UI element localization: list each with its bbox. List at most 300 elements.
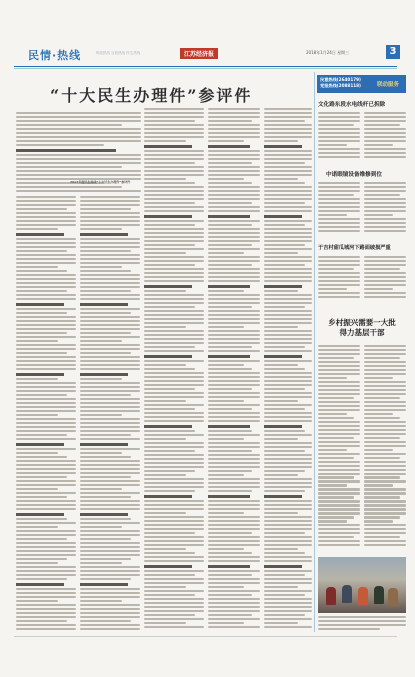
hotline-numbers xyxy=(320,77,361,89)
text-line xyxy=(80,414,122,416)
text-line xyxy=(264,318,312,320)
text-line xyxy=(80,488,122,490)
text-line xyxy=(16,600,58,602)
text-line xyxy=(80,328,140,330)
text-line xyxy=(318,198,360,200)
hotline-tag: 联动服务 xyxy=(377,82,400,88)
text-line xyxy=(144,124,204,126)
text-line xyxy=(264,622,298,624)
text-line xyxy=(16,282,76,284)
text-line xyxy=(264,322,312,324)
text-line xyxy=(264,178,298,180)
text-line xyxy=(80,468,140,470)
text-line xyxy=(16,488,58,490)
text-line xyxy=(16,484,76,486)
text-line xyxy=(364,465,406,467)
text-line xyxy=(208,276,260,278)
text-line xyxy=(264,552,305,554)
text-line xyxy=(144,474,186,476)
text-line xyxy=(318,437,354,439)
text-line xyxy=(144,478,204,480)
text-line xyxy=(318,540,360,542)
text-line xyxy=(144,364,186,366)
text-line xyxy=(364,202,406,204)
text-line xyxy=(16,414,58,416)
subhead-line xyxy=(16,303,64,306)
text-line xyxy=(208,256,260,258)
hotline-line-2: 党报热线(2088118) xyxy=(320,83,361,88)
text-line xyxy=(144,380,204,382)
text-line xyxy=(318,536,354,538)
text-line xyxy=(318,124,354,126)
text-line xyxy=(144,536,204,538)
text-line xyxy=(318,524,360,526)
text-line xyxy=(264,128,312,130)
text-line xyxy=(318,453,360,455)
text-line xyxy=(16,592,76,594)
text-line xyxy=(16,624,76,626)
text-line xyxy=(318,417,354,419)
text-line xyxy=(80,352,131,354)
text-line xyxy=(264,186,312,188)
text-line xyxy=(80,386,140,388)
text-line xyxy=(264,470,305,472)
text-line xyxy=(318,288,347,290)
text-line xyxy=(80,546,140,548)
text-line xyxy=(208,368,252,370)
text-line xyxy=(80,402,140,404)
text-line xyxy=(208,140,244,142)
text-line xyxy=(16,418,76,420)
text-line xyxy=(80,430,140,432)
text-line xyxy=(80,312,131,314)
text-line xyxy=(16,504,76,506)
text-line xyxy=(208,536,260,538)
text-line xyxy=(16,550,76,552)
text-line xyxy=(144,360,204,362)
text-line xyxy=(264,252,298,254)
text-line xyxy=(16,554,76,556)
text-line xyxy=(16,228,58,230)
text-line xyxy=(318,449,347,451)
text-line xyxy=(364,457,400,459)
text-line xyxy=(208,598,260,600)
text-line xyxy=(208,322,260,324)
text-line xyxy=(80,596,140,598)
subhead-line xyxy=(264,145,302,148)
text-line xyxy=(144,602,204,604)
text-line xyxy=(208,602,260,604)
text-line xyxy=(318,272,360,274)
text-line xyxy=(264,380,312,382)
text-line xyxy=(16,348,76,350)
text-line xyxy=(364,349,406,351)
text-line xyxy=(80,518,131,520)
text-line xyxy=(80,378,122,380)
text-line xyxy=(364,136,406,138)
text-line xyxy=(264,330,312,332)
text-line xyxy=(264,524,312,526)
right-headline-1: 文化路东段水电线杆已拆除 xyxy=(318,102,386,108)
text-line xyxy=(80,452,122,454)
text-line xyxy=(208,360,260,362)
text-line xyxy=(144,256,204,258)
text-line xyxy=(318,202,360,204)
text-line xyxy=(208,528,260,530)
text-line xyxy=(264,264,305,266)
text-line xyxy=(144,594,195,596)
text-line xyxy=(144,606,204,608)
text-line xyxy=(208,330,260,332)
subhead-line xyxy=(208,355,250,358)
text-line xyxy=(144,462,204,464)
text-line xyxy=(144,372,204,374)
text-line xyxy=(208,482,260,484)
text-line xyxy=(318,206,360,208)
text-line xyxy=(80,290,131,292)
text-line xyxy=(364,389,406,391)
text-line xyxy=(208,154,260,156)
text-line xyxy=(144,376,204,378)
text-line xyxy=(208,570,260,572)
text-line xyxy=(208,162,252,164)
text-line xyxy=(144,326,186,328)
text-line xyxy=(16,406,76,408)
text-line xyxy=(16,324,76,326)
text-line xyxy=(264,368,305,370)
text-line xyxy=(208,524,260,526)
text-line xyxy=(264,606,312,608)
text-line xyxy=(264,404,312,406)
text-line xyxy=(364,230,406,232)
text-line xyxy=(144,346,195,348)
text-line xyxy=(144,388,195,390)
text-line xyxy=(208,544,260,546)
text-line xyxy=(16,170,141,172)
text-line xyxy=(364,512,406,514)
text-line xyxy=(80,448,140,450)
text-line xyxy=(16,596,76,598)
text-line xyxy=(264,512,298,514)
text-line xyxy=(144,166,204,168)
text-line xyxy=(80,364,140,366)
text-line xyxy=(264,232,312,234)
subhead-line xyxy=(144,215,192,218)
text-line xyxy=(364,437,400,439)
text-line xyxy=(16,398,76,400)
text-line xyxy=(16,456,67,458)
text-line xyxy=(16,464,76,466)
text-line xyxy=(16,460,76,462)
text-line xyxy=(208,396,260,398)
subhead-line xyxy=(144,145,192,148)
text-line xyxy=(80,504,140,506)
subhead-line xyxy=(208,285,250,288)
text-line xyxy=(208,532,252,534)
text-line xyxy=(364,516,400,518)
text-line xyxy=(144,438,186,440)
issue-date: 2018年1月24日 星期三 xyxy=(306,50,350,55)
text-line xyxy=(364,429,406,431)
text-line xyxy=(318,393,360,395)
text-line xyxy=(208,582,260,584)
text-line xyxy=(208,516,260,518)
text-line xyxy=(318,136,360,138)
subhead-line xyxy=(144,425,192,428)
text-line xyxy=(364,222,406,224)
text-line xyxy=(80,570,140,572)
text-line xyxy=(144,186,204,188)
text-line xyxy=(16,144,104,146)
text-line xyxy=(364,144,393,146)
text-line xyxy=(144,574,195,576)
text-line xyxy=(208,116,260,118)
subhead-line xyxy=(16,443,64,446)
text-line xyxy=(264,388,305,390)
text-line xyxy=(208,314,260,316)
text-line xyxy=(264,202,305,204)
text-line xyxy=(208,504,260,506)
text-line xyxy=(144,446,204,448)
text-line xyxy=(318,389,360,391)
text-line xyxy=(318,156,360,158)
text-line xyxy=(364,473,406,475)
text-line xyxy=(208,470,252,472)
text-line xyxy=(16,500,76,502)
text-line xyxy=(144,458,204,460)
text-line xyxy=(264,400,298,402)
text-line xyxy=(80,558,131,560)
text-line xyxy=(208,150,260,152)
text-line xyxy=(264,174,312,176)
text-line xyxy=(264,560,312,562)
text-line xyxy=(208,182,252,184)
text-line xyxy=(80,472,140,474)
text-line xyxy=(144,442,204,444)
photo-figure xyxy=(358,587,368,605)
text-line xyxy=(16,242,76,244)
text-line xyxy=(364,385,406,387)
text-line xyxy=(208,294,260,296)
subhead-line xyxy=(80,303,128,306)
article-column-3 xyxy=(144,108,204,630)
text-line xyxy=(144,524,204,526)
text-line xyxy=(264,462,312,464)
text-line xyxy=(16,320,76,322)
text-line xyxy=(264,314,312,316)
text-line xyxy=(16,480,76,482)
text-line xyxy=(364,469,406,471)
text-line xyxy=(16,356,76,358)
text-line xyxy=(16,344,76,346)
text-line xyxy=(16,518,67,520)
text-line xyxy=(16,120,141,122)
text-line xyxy=(264,416,312,418)
hotline-line-1: 民意热线(2640179) xyxy=(320,77,361,82)
text-line xyxy=(318,214,347,216)
text-line xyxy=(364,152,406,154)
text-line xyxy=(264,438,298,440)
text-line xyxy=(318,532,360,534)
text-line xyxy=(208,490,252,492)
subhead-line xyxy=(208,425,250,428)
text-line xyxy=(208,438,244,440)
subhead-line xyxy=(264,215,302,218)
text-line xyxy=(16,382,76,384)
text-line xyxy=(364,365,406,367)
subhead-line xyxy=(16,233,64,236)
text-line xyxy=(80,224,140,226)
text-line xyxy=(318,120,360,122)
text-line xyxy=(16,154,141,156)
text-line xyxy=(364,449,393,451)
subhead-line xyxy=(264,355,302,358)
text-line xyxy=(80,398,140,400)
text-line xyxy=(144,368,195,370)
text-line xyxy=(144,586,186,588)
text-line xyxy=(264,276,312,278)
text-line xyxy=(208,392,260,394)
text-line xyxy=(208,240,260,242)
text-line xyxy=(208,458,260,460)
text-line xyxy=(144,112,204,114)
text-line xyxy=(264,124,312,126)
text-line xyxy=(208,626,260,628)
text-line xyxy=(16,508,76,510)
text-line xyxy=(318,369,360,371)
text-line xyxy=(80,534,140,536)
text-line xyxy=(264,450,305,452)
text-line xyxy=(208,556,260,558)
text-line xyxy=(208,298,260,300)
text-line xyxy=(364,508,406,510)
column-divider xyxy=(314,72,315,632)
text-line xyxy=(144,264,195,266)
text-line xyxy=(144,154,204,156)
right-headline-2: 中诺眼镜设备维修到位 xyxy=(326,172,382,178)
text-line xyxy=(80,266,122,268)
photo-figure xyxy=(374,586,384,604)
text-line xyxy=(16,566,76,568)
text-line xyxy=(264,482,312,484)
text-line xyxy=(16,476,67,478)
text-line xyxy=(16,410,76,412)
text-line xyxy=(264,486,312,488)
text-line xyxy=(80,624,140,626)
text-line xyxy=(208,622,244,624)
text-line xyxy=(318,280,360,282)
text-line xyxy=(364,206,406,208)
text-line xyxy=(318,116,360,118)
text-line xyxy=(16,562,58,564)
text-line xyxy=(80,340,122,342)
text-line xyxy=(318,445,360,447)
text-line xyxy=(80,286,140,288)
text-line xyxy=(80,294,140,296)
text-line xyxy=(16,526,58,528)
text-line xyxy=(80,208,131,210)
text-line xyxy=(264,166,312,168)
right-column-3b xyxy=(364,256,406,302)
news-photo xyxy=(318,557,406,613)
subhead-line xyxy=(264,495,302,498)
text-line xyxy=(208,236,260,238)
caption-line xyxy=(318,620,406,622)
text-line xyxy=(16,316,76,318)
text-line xyxy=(144,132,204,134)
main-headline: “十大民生办理件”参评件 xyxy=(50,86,253,105)
text-line xyxy=(264,466,312,468)
text-line xyxy=(264,528,312,530)
text-line xyxy=(264,590,312,592)
text-line xyxy=(364,194,400,196)
text-line xyxy=(264,626,312,628)
text-line xyxy=(144,556,204,558)
text-line xyxy=(318,496,354,498)
text-line xyxy=(80,526,122,528)
text-line xyxy=(364,421,406,423)
intro-box-caption: 2017年度民生热线“十大民生办理件”参评件 xyxy=(70,180,131,184)
text-line xyxy=(364,120,406,122)
text-line xyxy=(318,284,360,286)
text-line xyxy=(16,262,76,264)
text-line xyxy=(318,210,360,212)
text-line xyxy=(208,260,260,262)
text-line xyxy=(144,174,204,176)
text-line xyxy=(16,254,76,256)
text-line xyxy=(364,381,406,383)
text-line xyxy=(144,508,204,510)
text-line xyxy=(80,368,140,370)
text-line xyxy=(318,152,360,154)
text-line xyxy=(208,120,252,122)
text-line xyxy=(16,340,58,342)
text-line xyxy=(318,132,360,134)
text-line xyxy=(364,284,406,286)
text-line xyxy=(80,422,140,424)
right-column-2b xyxy=(364,182,406,236)
text-line xyxy=(80,434,131,436)
text-line xyxy=(144,512,186,514)
text-line xyxy=(80,578,131,580)
text-line xyxy=(144,532,195,534)
text-line xyxy=(16,308,76,310)
text-line xyxy=(16,158,141,160)
text-line xyxy=(16,530,76,532)
text-line xyxy=(264,516,312,518)
text-line xyxy=(80,628,140,630)
text-line xyxy=(364,148,406,150)
text-line xyxy=(80,426,140,428)
text-line xyxy=(144,520,204,522)
text-line xyxy=(80,566,140,568)
text-line xyxy=(264,236,312,238)
text-line xyxy=(208,136,260,138)
text-line xyxy=(264,578,312,580)
text-line xyxy=(80,522,140,524)
text-line xyxy=(364,256,406,258)
text-line xyxy=(208,618,260,620)
text-line xyxy=(16,448,76,450)
text-line xyxy=(364,182,406,184)
text-line xyxy=(16,612,76,614)
text-line xyxy=(208,326,244,328)
text-line xyxy=(16,332,67,334)
text-line xyxy=(80,476,131,478)
text-line xyxy=(144,248,204,250)
text-line xyxy=(208,594,252,596)
text-line xyxy=(318,345,360,347)
